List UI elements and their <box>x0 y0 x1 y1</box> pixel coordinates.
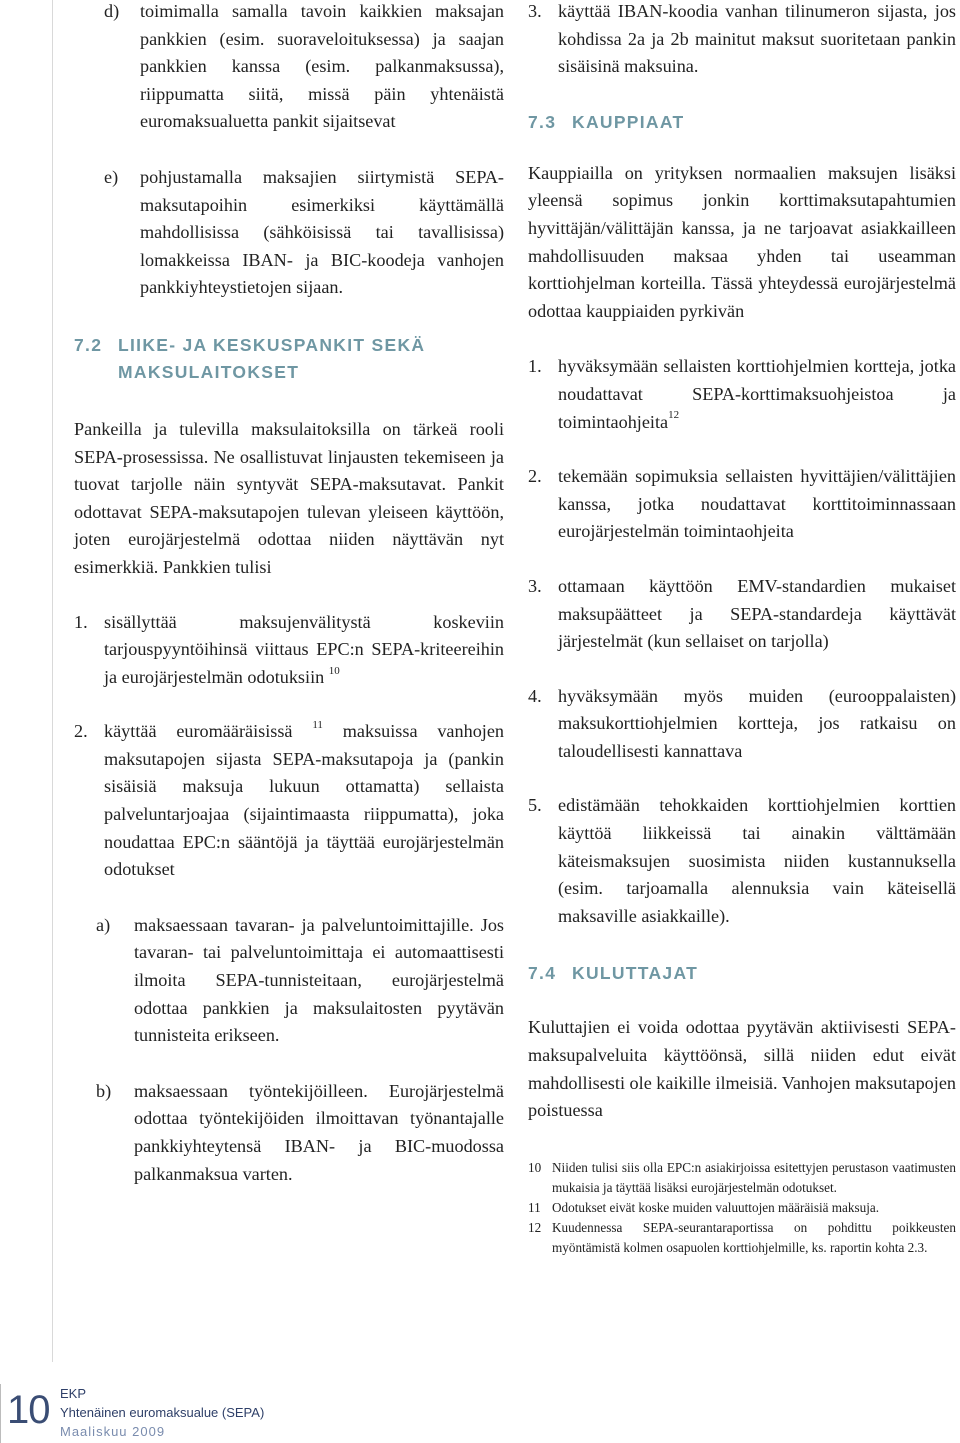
page-footer <box>0 1384 400 1443</box>
section-number: 7.4 <box>528 963 557 984</box>
list-item-text: käyttää IBAN-koodia vanhan tilinumeron sijasta, jos kohdissa 2a ja 2b mainitut maksut suoritetaan pankin sisäisinä maksuina. <box>558 1 956 77</box>
list-item-text: toimimalla samalla tavoin kaikkien maksajan pankkien (esim. suoraveloituksessa) ja saajan pankkien kanssa (esim. palkanmaksussa), riippumatta siitä, missä päin yhtenäistä euromaksualuetta pankit sijaitsevat <box>140 1 504 132</box>
section-heading-7-2 <box>74 332 504 386</box>
section-number: 7.3 <box>528 111 557 132</box>
list-item-text: pohjustamalla maksajien siirtymistä SEPA-maksutapoihin esimerkiksi käyttämällä mahdollisissa (sähköisissä tai tavallisissa) lomakkeissa IBAN- ja BIC-koodeja vanhojen pankkiyhteystietojen sijaan. <box>140 166 504 298</box>
footnote-text: Kuudennessa SEPA-seurantaraportissa on pohdittu poikkeusten myöntämistä kolmen osapuolen korttiohjelmille, ks. raportin kohta 2.3. <box>552 1219 956 1255</box>
page-number-box <box>0 1384 48 1443</box>
section-title: KAUPPIAAT <box>572 111 685 132</box>
section-number: 7.2 <box>74 334 103 355</box>
list-marker: 3. <box>528 1 542 21</box>
list-item-text: käyttää euromääräisissä <box>104 721 293 742</box>
footnote <box>528 1218 956 1258</box>
footnote-number: 12 <box>528 1219 542 1235</box>
right-column <box>528 0 956 1258</box>
list-item-d <box>104 0 504 136</box>
list-marker: 1. <box>74 611 88 632</box>
merchant-list-item <box>528 573 956 656</box>
section-heading-7-4 <box>528 960 956 987</box>
list-marker: a) <box>96 914 111 935</box>
paragraph-7-4: Kuluttajien ei voida odottaa pyytävän aktiivisesti SEPA-maksupalveluita käyttöönsä, sillä niiden edut eivät mahdollisesti ole kaikille ilmeisiä. Vanhojen maksutapojen poistuessa <box>528 1017 956 1121</box>
footer-org: EKP <box>60 1386 87 1401</box>
list-marker: 3. <box>528 575 542 596</box>
list-marker: 5. <box>528 795 542 816</box>
paragraph-7-2: Pankeilla ja tulevilla maksulaitoksilla on tärkeä rooli SEPA-prosessissa. Ne osallistuvat linjausten tekemiseen ja tuovat tarjolle näin syntyvät SEPA-maksutavat. Pankit odottavat SEPA-maksutapojen tulevan yleiseen käyttöön, joten eurojärjestelmä odottaa niiden näyttävän nyt esimerkkiä. Pankkien tulisi <box>74 418 504 577</box>
list-item-text: ottamaan käyttöön EMV-standardien mukaiset maksupäätteet ja SEPA-standardeja käyttävät järjestelmät (kun sellaiset on tarjolla) <box>558 575 956 652</box>
footer-title: Yhtenäinen euromaksualue (SEPA) <box>60 1405 265 1420</box>
footnote-ref[interactable]: 12 <box>668 409 680 422</box>
list-marker: d) <box>104 1 120 21</box>
list-item-2 <box>74 718 504 884</box>
list-item-b <box>96 1078 504 1188</box>
footnote-text: Niiden tulisi siis olla EPC:n asiakirjoissa esitettyjen perustason vaatimusten mukaisia ja täyttää lisäksi eurojärjestelmän odotukset. <box>552 1159 956 1195</box>
footnote <box>528 1158 956 1198</box>
list-item-text: hyväksymään sellaisten korttiohjelmien kortteja, jotka noudattavat SEPA-korttimaksuohjeistoa ja toimintaohjeita <box>558 356 956 432</box>
section-title: LIIKE- JA KESKUSPANKIT SEKÄ MAKSULAITOKSET <box>118 334 426 382</box>
list-item-a <box>96 912 504 1050</box>
merchant-list-item <box>528 463 956 546</box>
footnotes <box>528 1158 956 1258</box>
list-marker: 4. <box>528 685 542 706</box>
list-marker: e) <box>104 166 119 187</box>
section-title: KULUTTAJAT <box>572 963 699 984</box>
list-item-text: maksuissa vanhojen maksutapojen sijasta SEPA-maksutapoja ja (pankin sisäisiä maksuja lukuun ottamatta) sellaista palveluntarjoajaa (sijaintimaasta riippumatta), joka noudattaa EPC:n sääntöjä ja täyttää eurojärjestelmän odotukset <box>104 721 505 880</box>
list-item-1 <box>74 609 504 692</box>
merchant-list-item <box>528 683 956 766</box>
footer-text <box>60 1384 264 1441</box>
list-item-text: edistämään tehokkaiden korttiohjelmien korttien käyttöä liikkeissä tai ainakin välttämään käteismaksujen suosimista niiden kustannuksella (esim. tarjoamalla alennuksia vain käteisellä maksaville asiakkaille). <box>558 795 956 926</box>
footnote <box>528 1198 956 1218</box>
section-heading-7-3 <box>528 109 956 136</box>
paragraph-7-3: Kauppiailla on yrityksen normaalien maksujen lisäksi yleensä sopimus jonkin korttimaksutapahtumien hyvittäjän/välittäjän kanssa, ja ne tarjoavat asiakkailleen mahdollisuuden maksaa yhden tai useamman korttiohjelman korteilla. Tässä yhteydessä eurojärjestelmä odottaa kauppiaiden pyrkivän <box>528 162 956 321</box>
list-item-text: hyväksymään myös muiden (eurooppalaisten) maksukorttiohjelmien kortteja, jos ratkaisu on taloudellisesti kannattava <box>558 685 956 761</box>
page-number: 10 <box>7 1388 50 1432</box>
left-column <box>74 0 504 1188</box>
footnote-text: Odotukset eivät koske muiden valuuttojen määräisiä maksuja. <box>552 1199 880 1215</box>
list-item-e <box>104 164 504 302</box>
footnote-ref[interactable]: 10 <box>328 664 340 677</box>
list-marker: 1. <box>528 356 542 377</box>
list-item-text: tekemään sopimuksia sellaisten hyvittäjien/välittäjien kanssa, jotka noudattavat korttitoiminnassaan eurojärjestelmän toimintaohjeita <box>558 466 956 542</box>
merchant-list-item <box>528 792 956 930</box>
merchant-list-item <box>528 353 956 436</box>
list-marker: 2. <box>74 721 88 742</box>
margin-rule <box>52 0 53 1362</box>
footnote-number: 11 <box>528 1199 541 1215</box>
list-marker: b) <box>96 1080 112 1101</box>
list-item-3-cont <box>528 0 956 81</box>
list-item-text: maksaessaan tavaran- ja palveluntoimittajille. Jos tavaran- tai palveluntoimittaja ei automaattisesti ilmoita SEPA-tunnisteitaan, eurojärjestelmä odottaa pankkien ja maksulaitosten pyytävän tunnisteita erikseen. <box>134 914 504 1046</box>
list-marker: 2. <box>528 466 542 487</box>
footnote-ref[interactable]: 11 <box>312 719 323 732</box>
list-item-text: maksaessaan työntekijöilleen. Eurojärjestelmä odottaa työntekijöiden ilmoittavan työnantajalle pankkiyhteytensä IBAN- ja BIC-muodossa palkanmaksua varten. <box>134 1080 504 1184</box>
list-item-text: sisällyttää maksujenvälitystä koskeviin tarjouspyyntöihinsä viittaus EPC:n SEPA-kriteereihin ja eurojärjestelmän odotuksiin <box>104 611 504 687</box>
footnote-number: 10 <box>528 1159 542 1175</box>
footer-date: Maaliskuu 2009 <box>60 1424 166 1439</box>
